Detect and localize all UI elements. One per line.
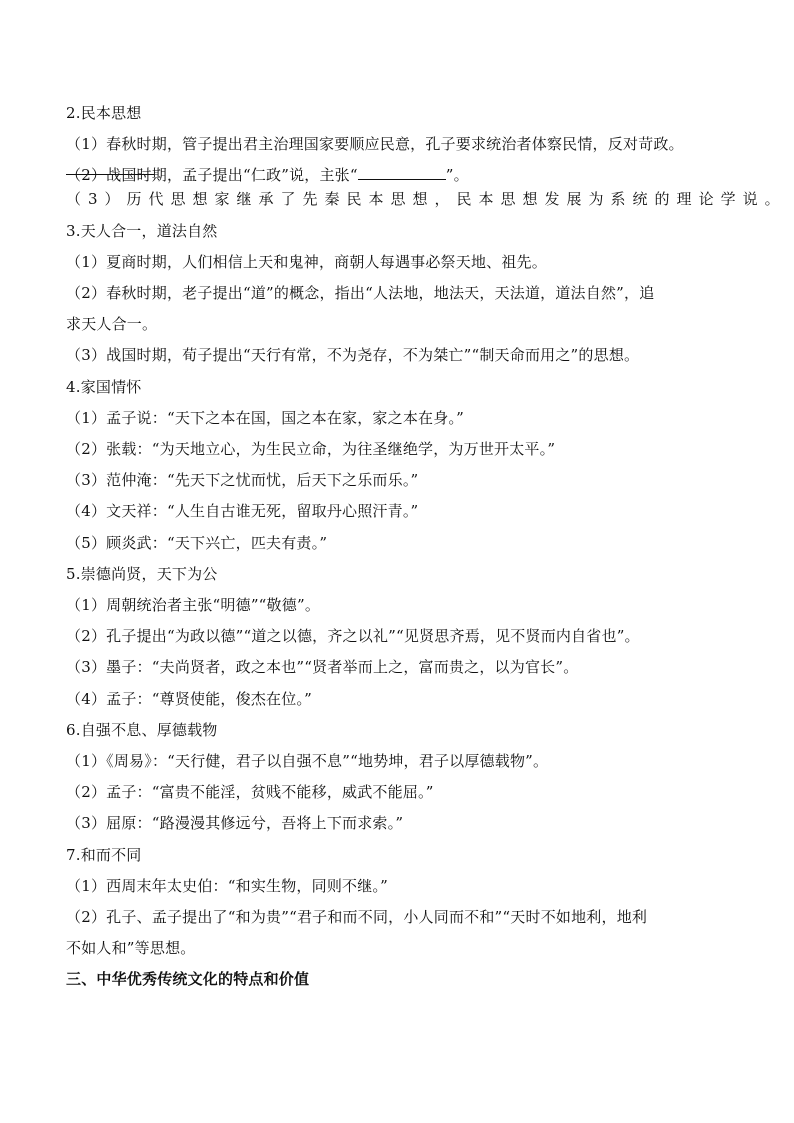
list-item: （1）周朝统治者主张“明德”“敬德”。: [66, 596, 321, 615]
list-item: （5）顾炎武：“天下兴亡，匹夫有责。”: [66, 533, 328, 552]
list-item: （3）范仲淹：“先天下之忧而忧，后天下之乐而乐。”: [66, 471, 419, 490]
list-item: （3）墨子：“夫尚贤者，政之本也”“贤者举而上之，富而贵之，以为官长”。: [66, 658, 579, 677]
section-heading: 7.和而不同: [66, 845, 142, 864]
list-item: （1）《周易》：“天行健，君子以自强不息”“地势坤，君子以厚德载物”。: [66, 752, 549, 771]
section-heading: 6.自强不息、厚德载物: [66, 720, 218, 739]
list-item: （3）屈原：“路漫漫其修远兮，吾将上下而求索。”: [66, 814, 404, 833]
section-heading: 5.崇德尚贤，天下为公: [66, 564, 218, 583]
list-item: （4）文天祥：“人生自古谁无死，留取丹心照汗青。”: [66, 502, 419, 521]
fill-in-blank[interactable]: [358, 165, 446, 180]
chapter-heading: 三、中华优秀传统文化的特点和价值: [66, 970, 310, 989]
section-heading: 4.家国情怀: [66, 377, 142, 396]
list-item: （1）夏商时期，人们相信上天和鬼神，商朝人每遇事必祭天地、祖先。: [66, 252, 547, 271]
paragraph-continuation: 求天人合一。: [66, 315, 158, 334]
document-content: [66, 98, 787, 996]
list-item: （1）孟子说：“天下之本在国，国之本在家，家之本在身。”: [66, 408, 464, 427]
list-item: [66, 160, 469, 185]
list-item: （2）孔子提出“为政以德”“道之以德，齐之以礼”“见贤思齐焉，见不贤而内自省也”。: [66, 627, 640, 646]
list-item: （2）孔子、孟子提出了“和为贵”“君子和而不同，小人同而不和”“天时不如地利，地利: [66, 908, 648, 927]
list-item-text: （3）历代思想家继承了先秦民本思想，: [66, 190, 457, 209]
list-item-text: ”。: [445, 166, 469, 185]
list-item: （3）战国时期，荀子提出“天行有常，不为尧存，不为桀亡”“制天命而用之”的思想。: [66, 346, 640, 365]
list-item: （2）春秋时期，老子提出“道”的概念，指出“人法地，地法天，天法道，道法自然”，追: [66, 284, 655, 303]
paragraph-continuation: 不如人和”等思想。: [66, 939, 196, 958]
list-item: （4）孟子：“尊贤使能，俊杰在位。”: [66, 689, 312, 708]
list-item-text: 论学说。: [698, 190, 787, 209]
list-item-spaced-text: 民本思想发展为系统的理: [456, 190, 699, 209]
list-item: （2）孟子：“富贵不能淫，贫贱不能移，威武不能屈。”: [66, 783, 434, 802]
section-heading: 3.天人合一，道法自然: [66, 221, 218, 240]
list-item: （1）西周末年太史伯：“和实生物，同则不继。”: [66, 876, 388, 895]
list-item: （2）张载：“为天地立心，为生民立命，为往圣继绝学，为万世开太平。”: [66, 440, 556, 459]
list-item: （1）春秋时期，管子提出君主治理国家要顺应民意，孔子要求统治者体察民情，反对苛政。: [66, 135, 684, 154]
section-heading: 2.民本思想: [66, 104, 142, 122]
list-item-text: （2）战国时期，孟子提出“仁政”说，主张“: [66, 166, 358, 185]
list-item: [66, 184, 787, 215]
